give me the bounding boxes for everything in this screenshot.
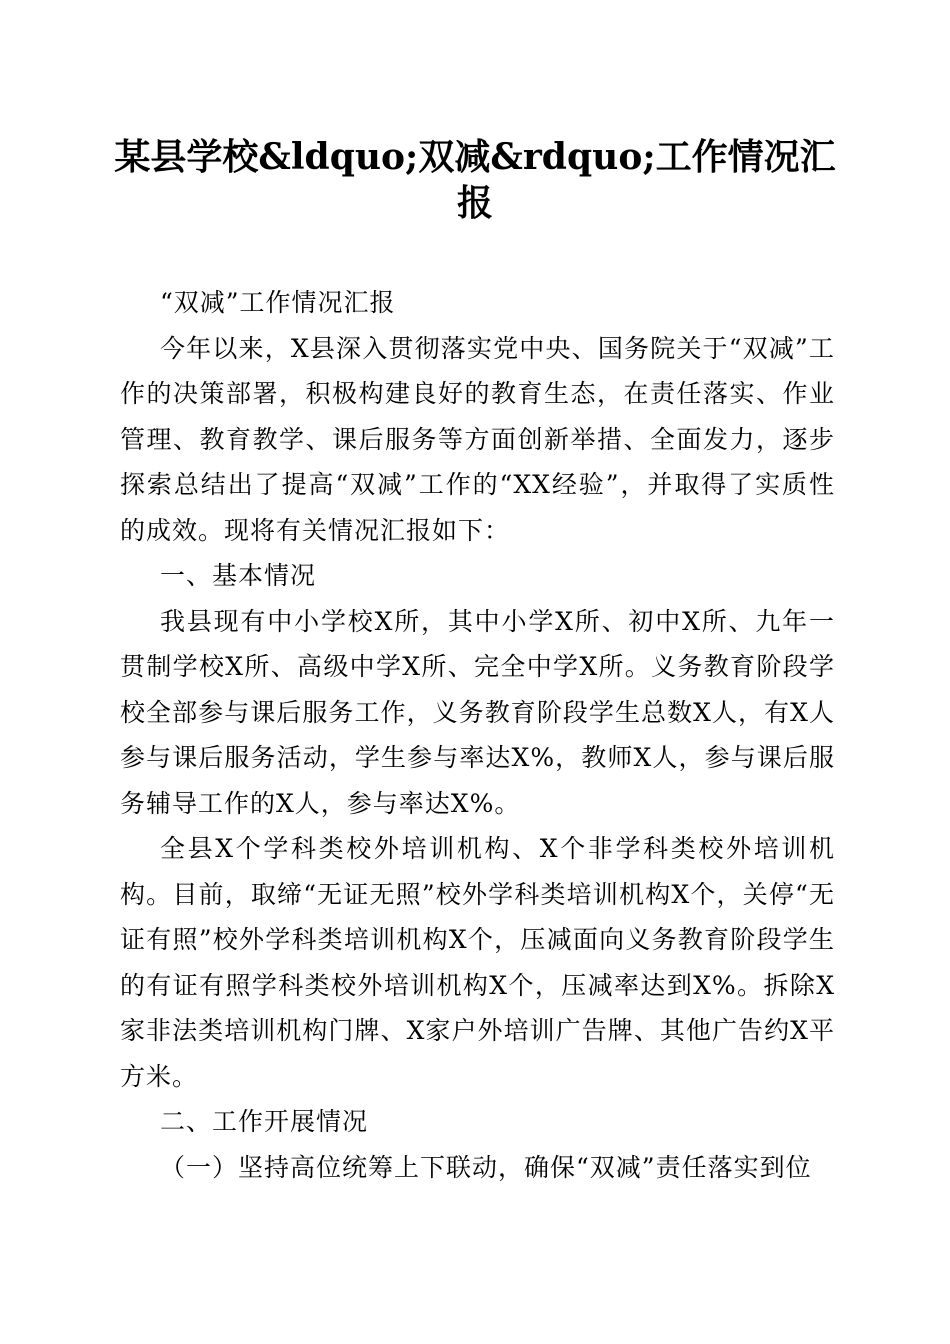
document-subtitle: “双减”工作情况汇报	[160, 288, 396, 317]
section-1-heading: 一、基本情况	[160, 561, 317, 590]
document-title: 某县学校&ldquo;双减&rdquo;工作情况汇报	[114, 136, 836, 224]
section-1-paragraph-1: 我县现有中小学校X所，其中小学X所、初中X所、九年一贯制学校X所、高级中学X所、完全中学X所。义务教育阶段学校全部参与课后服务工作，义务教育阶段学生总数X人，有X人参与课后服务活动，学生参与率达X%，教师X人，参与课后服务辅导工作的X人，参与率达X%。	[120, 606, 835, 818]
document-body	[120, 280, 835, 1190]
section-1-paragraph-2: 全县X个学科类校外培训机构、X个非学科类校外培训机构。目前，取缔“无证无照”校外学科类培训机构X个，关停“无证有照”校外学科类培训机构X个，压减面向义务教育阶段学生的有证有照学科类校外培训机构X个，压减率达到X%。拆除X家非法类培训机构门牌、X家户外培训广告牌、其他广告约X平方米。	[120, 834, 835, 1091]
section-2-subheading-1: （一）坚持高位统筹上下联动，确保“双减”责任落实到位	[160, 1152, 812, 1182]
section-2-heading: 二、工作开展情况	[160, 1107, 369, 1136]
intro-paragraph: 今年以来，X县深入贯彻落实党中央、国务院关于“双减”工作的决策部署，积极构建良好的教育生态，在责任落实、作业管理、教育教学、课后服务等方面创新举措、全面发力，逐步探索总结出了提高“双减”工作的“XX经验”，并取得了实质性的成效。现将有关情况汇报如下：	[120, 333, 835, 545]
